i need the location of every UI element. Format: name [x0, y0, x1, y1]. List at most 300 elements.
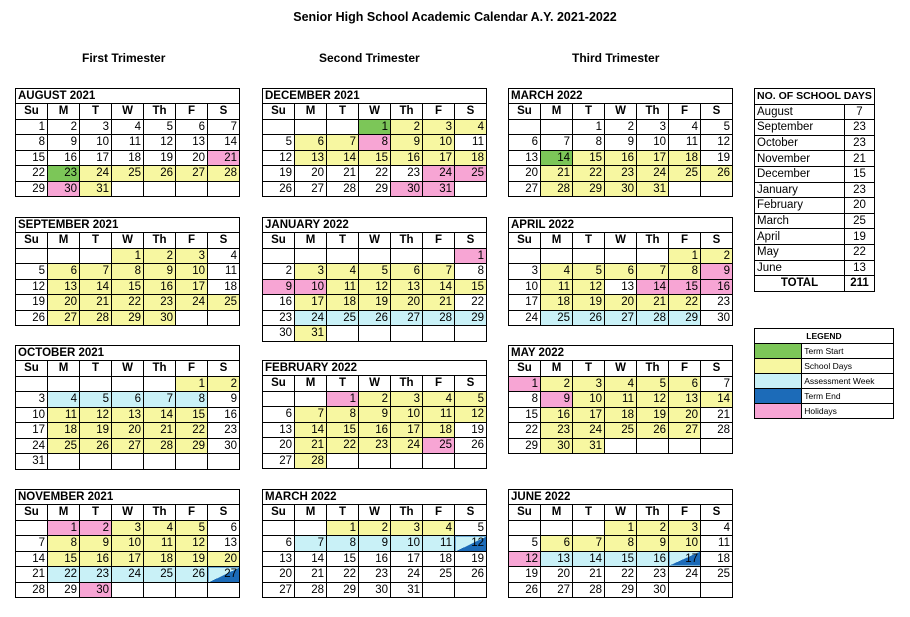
empty-day-cell — [327, 248, 359, 264]
school-days-row — [755, 213, 875, 229]
day-cell: 30 — [391, 181, 423, 197]
day-cell: 28 — [16, 582, 48, 598]
day-cell: 3 — [391, 520, 423, 536]
week-row — [263, 551, 487, 567]
day-cell: 6 — [391, 264, 423, 280]
empty-day-cell — [176, 310, 208, 326]
week-row — [263, 248, 487, 264]
day-cell: 7 — [541, 135, 573, 151]
empty-day-cell — [263, 119, 295, 135]
day-cell: 1 — [176, 376, 208, 392]
empty-day-cell — [541, 520, 573, 536]
weekday-header: W — [605, 361, 637, 377]
legend-swatch — [755, 404, 802, 419]
day-cell: 9 — [48, 135, 80, 151]
day-cell: 9 — [359, 536, 391, 552]
weekday-header: W — [359, 505, 391, 521]
weekday-header: S — [455, 376, 487, 392]
day-cell: 8 — [327, 536, 359, 552]
day-cell: 13 — [263, 551, 295, 567]
day-cell: 14 — [208, 135, 240, 151]
day-cell: 14 — [423, 279, 455, 295]
day-cell: 10 — [637, 135, 669, 151]
day-cell: 29 — [509, 438, 541, 454]
legend-label: Assessment Week — [802, 374, 894, 389]
school-days-row — [755, 229, 875, 245]
day-cell: 15 — [605, 551, 637, 567]
day-cell: 23 — [541, 423, 573, 439]
day-cell: 24 — [391, 567, 423, 583]
week-row — [16, 392, 240, 408]
weekday-header: T — [80, 233, 112, 249]
day-cell: 3 — [573, 376, 605, 392]
day-cell: 17 — [391, 422, 423, 438]
day-cell: 7 — [327, 135, 359, 151]
day-cell: 22 — [605, 567, 637, 583]
school-days-row — [755, 135, 875, 151]
weekday-header: W — [605, 505, 637, 521]
week-row — [509, 181, 733, 197]
day-cell: 10 — [112, 536, 144, 552]
weekday-header: T — [573, 361, 605, 377]
month-calendar-december-2021 — [262, 88, 487, 197]
day-cell: 1 — [112, 248, 144, 264]
day-cell: 29 — [669, 310, 701, 326]
weekday-header: M — [295, 505, 327, 521]
day-cell: 12 — [16, 279, 48, 295]
day-cell: 2 — [701, 248, 733, 264]
day-cell: 29 — [359, 181, 391, 197]
day-cell: 27 — [176, 166, 208, 182]
school-days-count: 23 — [845, 182, 875, 198]
weekday-header: M — [295, 233, 327, 249]
day-cell: 19 — [80, 423, 112, 439]
week-row — [263, 166, 487, 182]
day-cell: 17 — [112, 551, 144, 567]
day-cell: 27 — [208, 567, 240, 583]
day-cell: 26 — [263, 181, 295, 197]
day-cell: 1 — [48, 520, 80, 536]
weekday-header: Th — [391, 104, 423, 120]
month-name: APRIL 2022 — [509, 218, 733, 233]
week-row — [263, 536, 487, 552]
month-table — [15, 217, 240, 326]
week-row — [263, 453, 487, 469]
day-cell: 22 — [509, 423, 541, 439]
weekday-header: T — [573, 505, 605, 521]
empty-day-cell — [669, 181, 701, 197]
month-name: AUGUST 2021 — [16, 89, 240, 104]
weekday-header: Su — [263, 505, 295, 521]
day-cell: 26 — [359, 310, 391, 326]
day-cell: 16 — [391, 150, 423, 166]
day-cell: 14 — [295, 422, 327, 438]
empty-day-cell — [112, 181, 144, 197]
school-days-count: 22 — [845, 244, 875, 260]
day-cell: 6 — [208, 520, 240, 536]
day-cell: 10 — [509, 279, 541, 295]
day-cell: 3 — [295, 264, 327, 280]
empty-day-cell — [112, 582, 144, 598]
day-cell: 17 — [16, 423, 48, 439]
day-cell: 5 — [176, 520, 208, 536]
day-cell: 9 — [144, 264, 176, 280]
month-table — [15, 489, 240, 598]
day-cell: 3 — [637, 119, 669, 135]
day-cell: 1 — [16, 119, 48, 135]
day-cell: 20 — [669, 407, 701, 423]
day-cell: 20 — [605, 295, 637, 311]
trimester-heading-second: Second Trimester — [319, 51, 420, 65]
day-cell: 20 — [295, 166, 327, 182]
legend-swatch — [755, 374, 802, 389]
empty-day-cell — [144, 454, 176, 470]
weekday-header: F — [669, 104, 701, 120]
day-cell: 7 — [637, 264, 669, 280]
day-cell: 26 — [144, 166, 176, 182]
weekday-header: S — [701, 233, 733, 249]
day-cell: 5 — [455, 520, 487, 536]
weekday-header: M — [48, 505, 80, 521]
weekday-header: W — [359, 233, 391, 249]
day-cell: 15 — [327, 551, 359, 567]
day-cell: 2 — [541, 376, 573, 392]
day-cell: 28 — [295, 582, 327, 598]
month-name: FEBRUARY 2022 — [263, 361, 487, 376]
day-cell: 5 — [263, 135, 295, 151]
month-calendar-february-2022 — [262, 360, 487, 469]
day-cell: 6 — [295, 135, 327, 151]
empty-day-cell — [455, 326, 487, 342]
day-cell: 23 — [48, 166, 80, 182]
school-days-row — [755, 151, 875, 167]
day-cell: 28 — [423, 310, 455, 326]
empty-day-cell — [112, 454, 144, 470]
month-calendar-october-2021 — [15, 345, 240, 470]
day-cell: 26 — [701, 166, 733, 182]
empty-day-cell — [637, 438, 669, 454]
day-cell: 19 — [637, 407, 669, 423]
day-cell: 7 — [295, 407, 327, 423]
week-row — [509, 536, 733, 552]
empty-day-cell — [48, 376, 80, 392]
empty-day-cell — [176, 454, 208, 470]
day-cell: 10 — [16, 407, 48, 423]
day-cell: 18 — [112, 150, 144, 166]
day-cell: 13 — [208, 536, 240, 552]
day-cell: 23 — [637, 567, 669, 583]
day-cell: 6 — [263, 536, 295, 552]
day-cell: 11 — [112, 135, 144, 151]
day-cell: 29 — [112, 310, 144, 326]
month-table — [262, 360, 487, 469]
weekday-header: Su — [509, 104, 541, 120]
day-cell: 4 — [144, 520, 176, 536]
day-cell: 21 — [80, 295, 112, 311]
day-cell: 6 — [509, 135, 541, 151]
day-cell: 31 — [295, 326, 327, 342]
weekday-header: T — [327, 233, 359, 249]
day-cell: 17 — [176, 279, 208, 295]
school-days-month: March — [755, 213, 845, 229]
day-cell: 30 — [605, 181, 637, 197]
school-days-month: November — [755, 151, 845, 167]
day-cell: 27 — [509, 181, 541, 197]
day-cell: 29 — [605, 582, 637, 598]
day-cell: 11 — [423, 407, 455, 423]
week-row — [16, 376, 240, 392]
day-cell: 11 — [423, 536, 455, 552]
day-cell: 1 — [455, 248, 487, 264]
day-cell: 21 — [327, 166, 359, 182]
weekday-header: Th — [391, 376, 423, 392]
empty-day-cell — [80, 454, 112, 470]
day-cell: 3 — [176, 248, 208, 264]
day-cell: 17 — [573, 407, 605, 423]
weekday-header: Su — [263, 376, 295, 392]
school-days-count: 23 — [845, 120, 875, 136]
day-cell: 1 — [573, 119, 605, 135]
weekday-header: T — [80, 505, 112, 521]
weekday-header: F — [176, 233, 208, 249]
empty-day-cell — [455, 453, 487, 469]
day-cell: 27 — [391, 310, 423, 326]
day-cell: 18 — [455, 150, 487, 166]
day-cell: 12 — [455, 536, 487, 552]
day-cell: 25 — [605, 423, 637, 439]
week-row — [16, 181, 240, 197]
week-row — [16, 438, 240, 454]
weekday-header: Th — [391, 233, 423, 249]
day-cell: 30 — [541, 438, 573, 454]
week-row — [509, 520, 733, 536]
day-cell: 20 — [263, 438, 295, 454]
weekday-header: F — [669, 361, 701, 377]
trimester-heading-first: First Trimester — [82, 51, 166, 65]
day-cell: 2 — [48, 119, 80, 135]
week-row — [509, 551, 733, 567]
day-cell: 10 — [669, 536, 701, 552]
month-table — [508, 217, 733, 326]
weekday-header: Su — [509, 233, 541, 249]
day-cell: 19 — [176, 551, 208, 567]
day-cell: 18 — [605, 407, 637, 423]
weekday-header: F — [423, 376, 455, 392]
day-cell: 14 — [327, 150, 359, 166]
day-cell: 10 — [391, 536, 423, 552]
empty-day-cell — [263, 248, 295, 264]
day-cell: 1 — [509, 376, 541, 392]
day-cell: 16 — [144, 279, 176, 295]
day-cell: 4 — [701, 520, 733, 536]
day-cell: 22 — [327, 567, 359, 583]
day-cell: 28 — [541, 181, 573, 197]
weekday-header: S — [701, 361, 733, 377]
trimester-heading-third: Third Trimester — [572, 51, 660, 65]
day-cell: 1 — [669, 248, 701, 264]
empty-day-cell — [701, 438, 733, 454]
empty-day-cell — [327, 119, 359, 135]
day-cell: 25 — [144, 567, 176, 583]
weekday-header: M — [48, 361, 80, 377]
weekday-header: S — [208, 505, 240, 521]
week-row — [509, 248, 733, 264]
school-days-row — [755, 198, 875, 214]
day-cell: 25 — [48, 438, 80, 454]
month-table — [508, 489, 733, 598]
day-cell: 20 — [263, 567, 295, 583]
day-cell: 8 — [605, 536, 637, 552]
day-cell: 21 — [295, 567, 327, 583]
day-cell: 2 — [80, 520, 112, 536]
empty-day-cell — [176, 181, 208, 197]
day-cell: 29 — [573, 181, 605, 197]
weekday-header: T — [327, 104, 359, 120]
weekday-header: M — [541, 361, 573, 377]
day-cell: 25 — [112, 166, 144, 182]
week-row — [16, 119, 240, 135]
day-cell: 19 — [455, 422, 487, 438]
day-cell: 23 — [80, 567, 112, 583]
day-cell: 17 — [509, 295, 541, 311]
weekday-header: Th — [637, 233, 669, 249]
day-cell: 21 — [423, 295, 455, 311]
day-cell: 4 — [455, 119, 487, 135]
day-cell: 14 — [144, 407, 176, 423]
day-cell: 9 — [208, 392, 240, 408]
day-cell: 30 — [80, 582, 112, 598]
weekday-header: M — [541, 104, 573, 120]
day-cell: 3 — [669, 520, 701, 536]
day-cell: 8 — [455, 264, 487, 280]
month-calendar-may-2022 — [508, 345, 733, 454]
day-cell: 6 — [605, 264, 637, 280]
empty-day-cell — [637, 248, 669, 264]
day-cell: 2 — [359, 520, 391, 536]
week-row — [263, 119, 487, 135]
day-cell: 13 — [112, 407, 144, 423]
weekday-header: S — [455, 233, 487, 249]
empty-day-cell — [669, 438, 701, 454]
day-cell: 28 — [573, 582, 605, 598]
school-days-row — [755, 260, 875, 276]
week-row — [263, 438, 487, 454]
day-cell: 20 — [509, 166, 541, 182]
school-days-row — [755, 120, 875, 136]
day-cell: 2 — [605, 119, 637, 135]
day-cell: 16 — [637, 551, 669, 567]
day-cell: 27 — [669, 423, 701, 439]
day-cell: 4 — [112, 119, 144, 135]
day-cell: 25 — [701, 567, 733, 583]
day-cell: 23 — [208, 423, 240, 439]
day-cell: 27 — [295, 181, 327, 197]
day-cell: 23 — [701, 295, 733, 311]
weekday-header: M — [541, 505, 573, 521]
week-row — [263, 567, 487, 583]
day-cell: 28 — [144, 438, 176, 454]
day-cell: 27 — [541, 582, 573, 598]
month-table — [508, 345, 733, 454]
week-row — [263, 279, 487, 295]
weekday-header: F — [176, 505, 208, 521]
day-cell: 27 — [605, 310, 637, 326]
day-cell: 19 — [455, 551, 487, 567]
day-cell: 25 — [455, 166, 487, 182]
day-cell: 12 — [263, 150, 295, 166]
day-cell: 21 — [144, 423, 176, 439]
day-cell: 22 — [669, 295, 701, 311]
month-table — [508, 88, 733, 197]
day-cell: 24 — [669, 567, 701, 583]
school-days-month: December — [755, 166, 845, 182]
weekday-header: F — [423, 233, 455, 249]
day-cell: 7 — [295, 536, 327, 552]
day-cell: 15 — [327, 422, 359, 438]
day-cell: 25 — [423, 567, 455, 583]
day-cell: 27 — [48, 310, 80, 326]
school-days-count: 21 — [845, 151, 875, 167]
day-cell: 12 — [573, 279, 605, 295]
day-cell: 24 — [112, 567, 144, 583]
day-cell: 7 — [573, 536, 605, 552]
week-row — [509, 376, 733, 392]
week-row — [509, 392, 733, 408]
day-cell: 21 — [295, 438, 327, 454]
empty-day-cell — [295, 248, 327, 264]
day-cell: 19 — [16, 295, 48, 311]
day-cell: 12 — [509, 551, 541, 567]
empty-day-cell — [455, 181, 487, 197]
day-cell: 18 — [541, 295, 573, 311]
empty-day-cell — [208, 181, 240, 197]
legend-item — [755, 374, 894, 389]
month-table — [15, 345, 240, 470]
day-cell: 9 — [541, 392, 573, 408]
day-cell: 5 — [144, 119, 176, 135]
day-cell: 18 — [48, 423, 80, 439]
day-cell: 31 — [80, 181, 112, 197]
day-cell: 20 — [208, 551, 240, 567]
day-cell: 15 — [176, 407, 208, 423]
day-cell: 26 — [509, 582, 541, 598]
day-cell: 11 — [669, 135, 701, 151]
day-cell: 15 — [573, 150, 605, 166]
day-cell: 11 — [541, 279, 573, 295]
day-cell: 24 — [16, 438, 48, 454]
day-cell: 7 — [423, 264, 455, 280]
empty-day-cell — [391, 326, 423, 342]
day-cell: 16 — [359, 422, 391, 438]
empty-day-cell — [391, 248, 423, 264]
day-cell: 26 — [455, 567, 487, 583]
day-cell: 3 — [509, 264, 541, 280]
day-cell: 1 — [605, 520, 637, 536]
weekday-header: W — [605, 104, 637, 120]
day-cell: 14 — [573, 551, 605, 567]
school-days-row — [755, 104, 875, 120]
month-calendar-january-2022 — [262, 217, 487, 342]
day-cell: 2 — [208, 376, 240, 392]
day-cell: 4 — [423, 520, 455, 536]
empty-day-cell — [327, 326, 359, 342]
school-days-month: June — [755, 260, 845, 276]
day-cell: 3 — [423, 119, 455, 135]
day-cell: 26 — [176, 567, 208, 583]
day-cell: 16 — [359, 551, 391, 567]
week-row — [16, 454, 240, 470]
empty-day-cell — [295, 119, 327, 135]
